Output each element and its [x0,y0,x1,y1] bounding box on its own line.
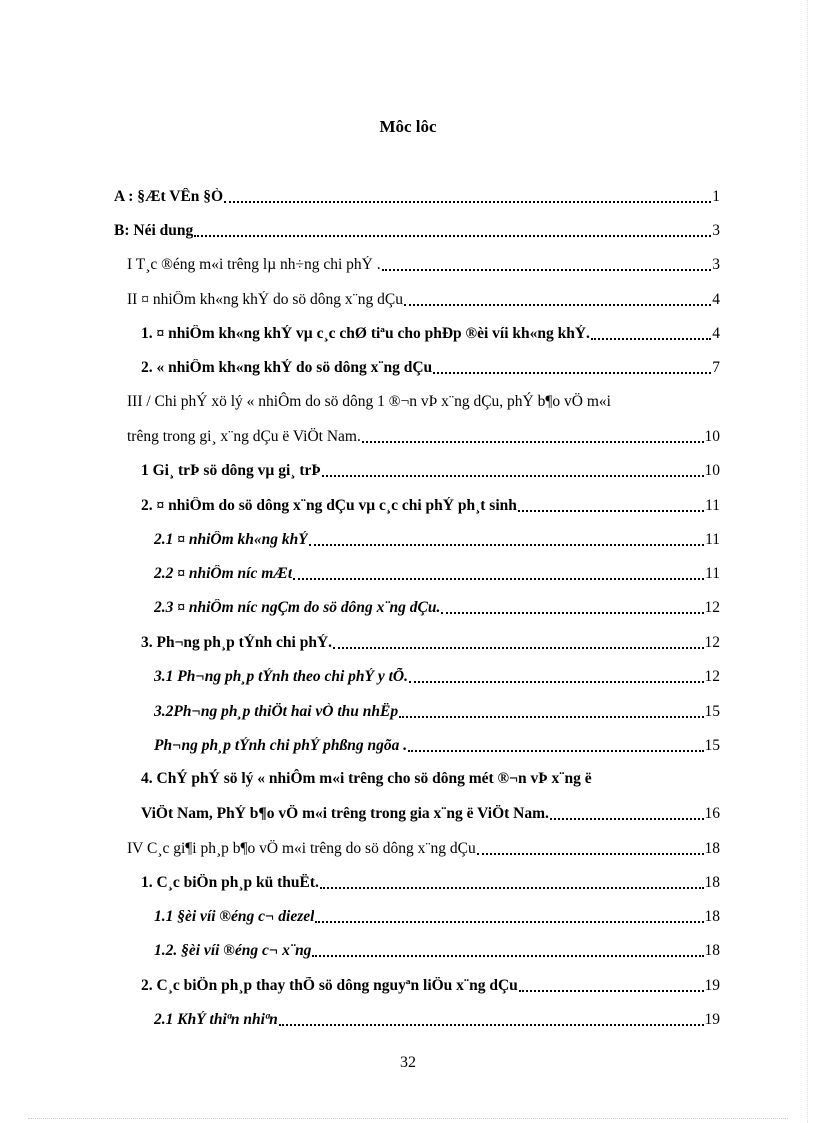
toc-entry-text: IV C¸c gi¶i ph¸p b¶o vÖ m«i trêng do sö dông x¨ng dÇu [127,840,476,857]
toc-entry-text: 1. C¸c biÖn ph¸p kü thuËt. [141,874,319,891]
toc-page-number: 12 [704,599,720,616]
leader-dots [382,269,712,271]
toc-entry-text: 2. C¸c biÖn ph¸p thay thÕ sö dông nguyªn liÖu x¨ng dÇu [141,977,518,994]
toc-page-number: 11 [705,531,720,548]
page-right-edge [807,0,808,1123]
toc-entry-iii-2[interactable] [141,493,720,515]
toc-page-number: 18 [704,840,720,857]
leader-dots [408,750,703,752]
toc-page-number: 7 [712,359,720,376]
toc-page-number: 12 [704,634,720,651]
toc-entry-text: 1 Gi¸ trÞ sö dông vµ gi¸ trÞ [141,462,321,479]
toc-entry-iii-line1[interactable]: III / Chi phÝ xö lý « nhiÔm do sö dông 1 ®¬n vÞ x¨ng dÇu, phÝ b¶o vÖ m«i [127,393,611,410]
toc-page-number: 10 [704,428,720,445]
toc-entry-ii[interactable] [127,287,720,309]
toc-entry-i[interactable] [127,252,720,274]
toc-page-number: 11 [705,565,720,582]
leader-dots [309,544,704,546]
leader-dots [315,921,703,923]
toc-entry-iv-1-2[interactable] [154,938,720,960]
toc-entry-text: ViÖt Nam, PhÝ b¶o vÖ m«i trêng trong gia x¨ng ë ViÖt Nam. [141,805,549,822]
toc-page-number: 16 [704,805,720,822]
toc-page-number: 10 [704,462,720,479]
toc-page-number: 18 [704,908,720,925]
toc-entry-iv-2-1[interactable] [154,1007,720,1029]
leader-dots [550,818,704,820]
toc-entry-text: 2.2 ¤ nhiÔm níc mÆt [154,565,293,582]
toc-entry-text: A : §Æt VÊn §Ò [114,188,224,205]
toc-entry-text: 1. ¤ nhiÔm kh«ng khÝ vµ c¸c chØ tiªu cho phÐp ®èi víi kh«ng khÝ. [141,325,590,342]
toc-entry-iii-3[interactable] [141,630,720,652]
toc-entry-iii-3-2[interactable] [154,699,720,721]
toc-page-number: 3 [712,222,720,239]
toc-entry-a[interactable] [114,184,720,206]
toc-entry-iii-1[interactable] [141,458,720,480]
leader-dots [519,990,704,992]
toc-entry-text: Ph¬ng ph¸p tÝnh chi phÝ phßng ngõa . [154,737,408,754]
toc-entry-text: 2.3 ¤ nhiÔm níc ngÇm do sö dông x¨ng dÇu. [154,599,441,616]
toc-entry-iii-3-3[interactable] [154,733,720,755]
toc-page-number: 4 [712,291,720,308]
toc-entry-iii[interactable] [127,424,720,446]
toc-page-number: 4 [712,325,720,342]
toc-page-number: 3 [712,256,720,273]
leader-dots [477,853,704,855]
toc-entry-iii-4-line1[interactable]: 4. ChÝ phÝ sö lý « nhiÔm m«i trêng cho sö dông mét ®¬n vÞ x¨ng ë [141,770,592,787]
toc-entry-iii-4[interactable] [141,801,720,823]
leader-dots [441,612,703,614]
toc-entry-ii-1[interactable] [141,321,720,343]
toc-entry-text: 2. « nhiÔm kh«ng khÝ do sö dông x¨ng dÇu [141,359,433,376]
page-number: 32 [400,1054,416,1071]
toc-entry-iii-2-2[interactable] [154,561,720,583]
toc-entry-text: 1.2. §èi víi ®éng c¬ x¨ng [154,942,312,959]
leader-dots [333,647,703,649]
toc-entry-iii-3-1[interactable] [154,664,720,686]
toc-page-number: 19 [704,977,720,994]
leader-dots [194,235,711,237]
leader-dots [399,716,703,718]
leader-dots [404,304,711,306]
toc-entry-text: I T¸c ®éng m«i trêng lµ nh÷ng chi phÝ . [127,256,381,273]
toc-entry-text: 2.1 ¤ nhiÔm kh«ng khÝ [154,531,308,548]
page-title: Môc lôc [379,117,437,136]
toc-page-number: 15 [704,737,720,754]
leader-dots [279,1024,704,1026]
toc-page-number: 11 [705,497,720,514]
toc-entry-iv-1-1[interactable] [154,904,720,926]
leader-dots [362,441,704,443]
leader-dots [312,955,703,957]
leader-dots [293,578,704,580]
toc-entry-iv-2[interactable] [141,973,720,995]
toc-entry-text: 2. ¤ nhiÔm do sö dông x¨ng dÇu vµ c¸c chi phÝ ph¸t sinh [141,497,517,514]
leader-dots [591,338,711,340]
leader-dots [518,510,704,512]
toc-entry-iii-2-3[interactable] [154,595,720,617]
toc-page-number: 18 [704,942,720,959]
toc-entry-text: B: Néi dung [114,222,194,239]
toc-entry-ii-2[interactable] [141,355,720,377]
toc-page-number: 15 [704,703,720,720]
toc-page-number: 18 [704,874,720,891]
toc-entry-iv[interactable] [127,836,720,858]
toc-entry-text: 2.1 KhÝ thiªn nhiªn [154,1011,278,1028]
toc-entry-iii-2-1[interactable] [154,527,720,549]
toc-entry-text: 3.2Ph¬ng ph¸p thiÖt hai vÒ thu nhËp [154,703,399,720]
toc-entry-b[interactable] [114,218,720,240]
toc-page-number: 19 [704,1011,720,1028]
toc-entry-text: 3.1 Ph¬ng ph¸p tÝnh theo chi phÝ y tÕ. [154,668,408,685]
toc-entry-iv-1[interactable] [141,870,720,892]
leader-dots [224,201,711,203]
toc-entry-text: 3. Ph¬ng ph¸p tÝnh chi phÝ. [141,634,333,651]
toc-page-number: 1 [712,188,720,205]
toc-entry-text: 1.1 §èi víi ®éng c¬ diezel [154,908,315,925]
toc-page-number: 12 [704,668,720,685]
leader-dots [320,887,704,889]
toc-entry-text: II ¤ nhiÔm kh«ng khÝ do sö dông x¨ng dÇu [127,291,403,308]
leader-dots [433,372,711,374]
page-bottom-edge [28,1118,788,1119]
leader-dots [322,475,704,477]
leader-dots [409,681,704,683]
toc-entry-text: trêng trong gi¸ x¨ng dÇu ë ViÖt Nam. [127,428,361,445]
